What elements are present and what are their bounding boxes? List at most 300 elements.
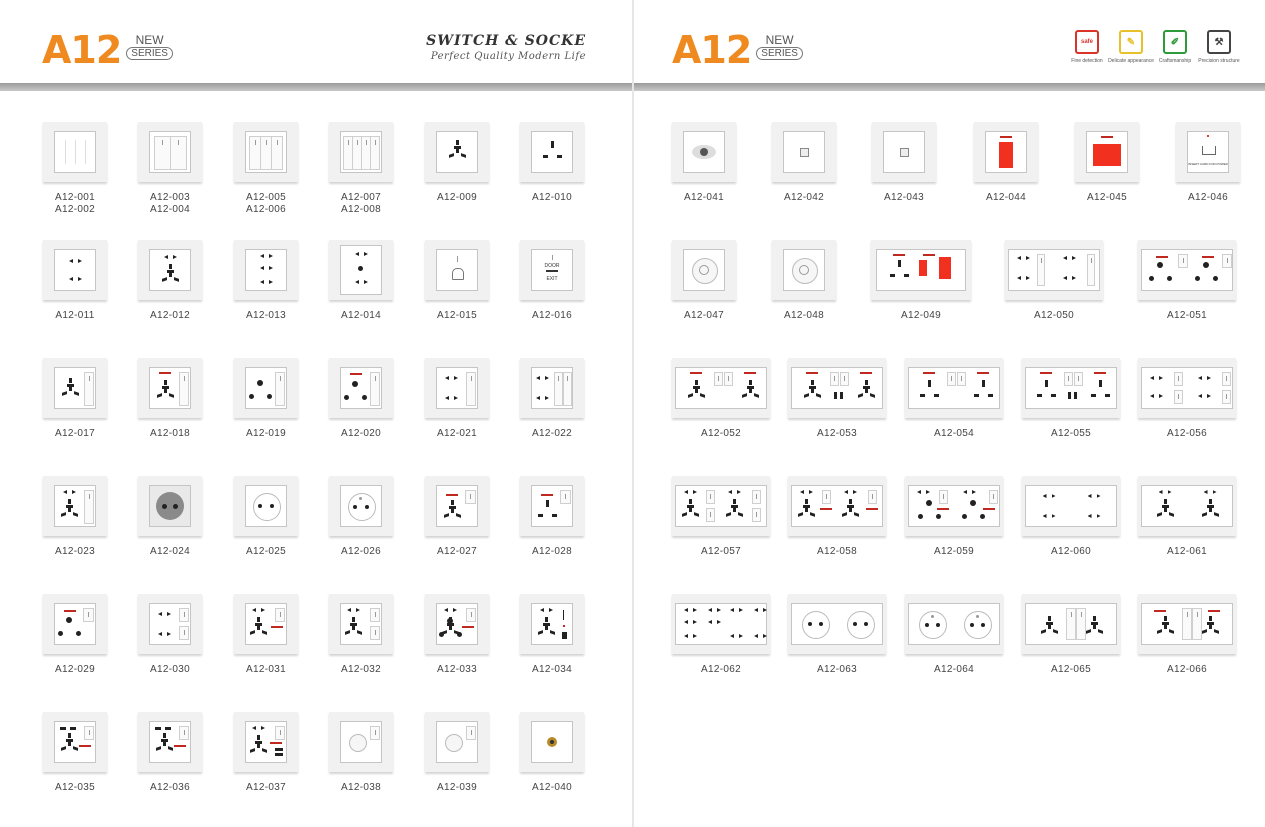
socket-hole	[358, 266, 363, 271]
indicator-led	[1207, 135, 1209, 137]
product-tile	[234, 594, 298, 654]
product-code	[684, 192, 724, 204]
switch-mark	[184, 630, 185, 635]
rocker-switch	[179, 726, 189, 740]
wall-plate	[908, 367, 1000, 409]
product-item	[905, 358, 1003, 440]
product-code-line: A12-049	[901, 310, 941, 321]
product-code-line: A12-052	[701, 428, 741, 439]
switch-mark	[162, 140, 163, 145]
wall-plate	[54, 249, 96, 291]
product-item	[425, 712, 489, 794]
socket-pin	[1037, 394, 1042, 397]
socket-pin	[1198, 376, 1202, 380]
product-tile	[672, 358, 770, 418]
socket-pin	[169, 393, 174, 398]
rocker-switch	[1174, 390, 1183, 404]
socket-pin	[1017, 276, 1021, 280]
switch-mark	[718, 376, 719, 381]
wall-plate	[54, 131, 96, 173]
socket-pin	[347, 608, 351, 612]
product-code-line: A12-020	[341, 428, 381, 439]
switch-mark	[1227, 258, 1228, 263]
product-item	[329, 476, 393, 558]
product-code	[341, 428, 381, 440]
socket-hole	[1203, 262, 1209, 268]
left-brand	[42, 28, 173, 72]
socket-pin	[269, 254, 273, 258]
product-item	[1022, 594, 1120, 676]
brand-sub	[126, 34, 173, 60]
product-code	[150, 192, 190, 216]
socket-pin	[449, 153, 454, 158]
earth-pin	[359, 497, 362, 500]
socket-pin	[1052, 514, 1056, 518]
indicator-led	[690, 372, 702, 374]
socket-pin	[920, 394, 925, 397]
product-code-line: A12-033	[437, 664, 477, 675]
socket-hole	[819, 622, 823, 626]
switch-mark	[375, 612, 376, 617]
product-tile	[329, 240, 393, 300]
product-code-line: A12-055	[1051, 428, 1091, 439]
socket-hole	[926, 500, 932, 506]
socket-pin	[811, 389, 814, 393]
product-item	[788, 358, 886, 440]
card-slot-icon	[1202, 146, 1216, 155]
product-item	[234, 594, 298, 676]
product-code-line: A12-061	[1167, 546, 1207, 557]
card-label: INSERT CARD FOR POWER	[1188, 162, 1228, 166]
socket-pin	[261, 726, 265, 730]
wall-plate	[1086, 131, 1128, 173]
rocker-switch	[1087, 254, 1095, 286]
product-tile	[43, 594, 107, 654]
switch-mark	[348, 140, 349, 145]
socket-pin	[742, 393, 747, 398]
product-code-line: A12-035	[55, 782, 95, 793]
product-code-line: A12-062	[701, 664, 741, 675]
rocker-switch	[1037, 254, 1045, 286]
indicator-led	[79, 745, 91, 747]
socket-pin	[1209, 508, 1212, 512]
socket-pin	[545, 376, 549, 380]
wall-plate	[340, 485, 382, 527]
product-item	[520, 240, 584, 322]
socket-pin	[798, 512, 803, 517]
wall-plate	[340, 245, 382, 295]
switch-mark	[1178, 394, 1179, 399]
product-tile	[788, 476, 886, 536]
wall-plate	[436, 721, 478, 763]
socket-hole	[270, 504, 274, 508]
socket-pin	[763, 608, 767, 612]
socket-pin	[963, 490, 967, 494]
socket-hole	[918, 514, 923, 519]
socket-pin	[456, 140, 459, 145]
schuko-recess	[253, 493, 281, 521]
socket-pin	[163, 733, 166, 738]
rocker-switch	[957, 372, 966, 386]
socket-pin	[1051, 394, 1056, 397]
product-code	[1167, 428, 1207, 440]
product-item	[1022, 476, 1120, 558]
product-code-line: A12-010	[532, 192, 572, 203]
product-code	[55, 782, 95, 794]
product-item	[788, 476, 886, 558]
socket-pin	[1209, 499, 1212, 504]
product-tile	[1176, 122, 1240, 182]
product-item	[672, 594, 770, 676]
socket-pin	[1164, 508, 1167, 512]
switch-mark	[255, 140, 256, 145]
product-item	[1138, 594, 1236, 676]
socket-pin	[546, 500, 549, 507]
rocker-switch	[947, 372, 956, 386]
product-code	[246, 664, 286, 676]
socket-pin	[552, 514, 557, 517]
product-code	[532, 428, 572, 440]
red-switch	[1093, 144, 1121, 166]
socket-pin	[168, 746, 173, 751]
brand-new: NEW	[765, 33, 794, 47]
socket-pin	[1214, 512, 1219, 517]
indicator-led	[977, 372, 989, 374]
socket-pin	[540, 608, 544, 612]
rocker-switch	[1174, 372, 1183, 386]
rocker-switch	[1182, 608, 1192, 640]
socket-pin	[730, 608, 734, 612]
wall-plate	[531, 485, 573, 527]
rocker-switch	[752, 508, 761, 522]
product-tile	[1022, 358, 1120, 418]
product-code	[150, 428, 190, 440]
product-code-line: A12-004	[150, 204, 190, 215]
socket-pin	[364, 252, 368, 256]
rocker-switch	[1222, 390, 1231, 404]
socket-hole	[808, 622, 812, 626]
socket-pin	[260, 254, 264, 258]
indicator-led	[563, 625, 565, 627]
socket-pin	[355, 280, 359, 284]
product-code-line: A12-008	[341, 204, 381, 215]
earth-pin	[976, 615, 979, 618]
usb-port	[70, 727, 76, 730]
switch-mark	[951, 376, 952, 381]
socket-pin	[1097, 494, 1101, 498]
schuko-recess	[847, 611, 875, 639]
socket-hole	[352, 381, 358, 387]
feature-label: Precision structure	[1198, 58, 1240, 64]
indicator-led	[174, 745, 186, 747]
rocker-switch	[466, 372, 476, 406]
socket-pin	[805, 499, 808, 504]
switch-mark	[1071, 612, 1072, 617]
socket-hole	[267, 394, 272, 399]
product-item	[329, 594, 393, 676]
product-item	[425, 594, 489, 676]
socket-pin	[800, 490, 804, 494]
product-tile	[329, 122, 393, 182]
product-code	[55, 546, 95, 558]
socket-hole	[981, 623, 985, 627]
socket-pin	[849, 508, 852, 512]
product-item	[520, 122, 584, 204]
wall-plate	[245, 721, 287, 763]
product-code-line: A12-031	[246, 664, 286, 675]
product-code	[1034, 310, 1074, 322]
socket-pin	[536, 376, 540, 380]
socket-pin	[1043, 514, 1047, 518]
switch-mark	[184, 376, 185, 381]
switch-mark	[471, 376, 472, 381]
product-code	[150, 310, 190, 322]
product-item	[772, 240, 836, 322]
socket-pin	[257, 617, 260, 622]
rocker-switch	[868, 490, 877, 504]
wall-plate	[436, 603, 478, 645]
socket-pin	[1099, 380, 1102, 387]
product-code-line: A12-016	[532, 310, 572, 321]
socket-pin	[811, 380, 814, 385]
product-item	[425, 476, 489, 558]
product-code	[55, 192, 95, 216]
socket-pin	[695, 380, 698, 385]
product-code	[341, 192, 381, 216]
product-tile	[871, 240, 971, 300]
socket-pin	[357, 630, 362, 635]
rocker-switch	[84, 490, 94, 524]
product-tile	[329, 476, 393, 536]
product-code-line: A12-015	[437, 310, 477, 321]
indicator-led	[937, 508, 949, 510]
wall-plate	[340, 131, 382, 173]
socket-pin	[557, 155, 562, 158]
socket-hole	[936, 514, 941, 519]
switch-mark	[277, 140, 278, 145]
safe-shield-icon: safe	[1075, 30, 1099, 54]
socket-pin	[1214, 629, 1219, 634]
product-item	[974, 122, 1038, 204]
socket-pin	[890, 274, 895, 277]
wall-plate	[783, 249, 825, 291]
socket-pin	[1041, 629, 1046, 634]
usb-port	[155, 727, 161, 730]
product-tile	[672, 476, 770, 536]
socket-pin	[928, 380, 931, 387]
slogan-subtitle: Perfect Quality Modern Life	[430, 51, 586, 62]
product-code-line: A12-041	[684, 192, 724, 203]
socket-pin	[269, 266, 273, 270]
rocker-switch	[83, 608, 94, 622]
socket-pin	[1105, 394, 1110, 397]
socket-pin	[1169, 512, 1174, 517]
wall-plate	[791, 367, 883, 409]
switch-mark	[1183, 258, 1184, 263]
product-code-line: A12-040	[532, 782, 572, 793]
product-tile	[520, 476, 584, 536]
socket-pin	[1048, 625, 1051, 629]
switch-mark	[756, 512, 757, 517]
rocker-switch	[370, 136, 380, 170]
socket-hole	[257, 380, 263, 386]
socket-hole	[864, 622, 868, 626]
switch-mark	[558, 376, 559, 381]
product-code-line: A12-032	[341, 664, 381, 675]
product-code-line: A12-022	[532, 428, 572, 439]
key-icon	[546, 270, 558, 272]
wall-plate	[340, 721, 382, 763]
product-code	[1167, 310, 1207, 322]
product-code-line: A12-058	[817, 546, 857, 557]
socket-pin	[543, 155, 548, 158]
product-code	[934, 428, 974, 440]
product-code-line: A12-048	[784, 310, 824, 321]
wall-plate	[683, 131, 725, 173]
socket-hole	[258, 504, 262, 508]
product-code-line: A12-036	[150, 782, 190, 793]
socket-pin	[451, 509, 454, 513]
socket-pin	[545, 617, 548, 622]
wall-plate	[245, 603, 287, 645]
product-item	[43, 594, 107, 676]
socket-pin	[1017, 256, 1021, 260]
wall-plate	[54, 603, 96, 645]
product-item	[234, 712, 298, 794]
product-item	[1138, 358, 1236, 440]
product-tile	[905, 594, 1003, 654]
product-code-line: A12-053	[817, 428, 857, 439]
rocker-switch	[1178, 254, 1188, 268]
product-tile	[43, 712, 107, 772]
socket-pin	[695, 389, 698, 393]
socket-pin	[1098, 629, 1103, 634]
slogan	[426, 33, 586, 62]
socket-pin	[551, 141, 554, 148]
product-code-line: A12-054	[934, 428, 974, 439]
product-code-line: A12-059	[934, 546, 974, 557]
product-code	[341, 782, 381, 794]
socket-pin	[693, 608, 697, 612]
socket-pin	[445, 376, 449, 380]
rocker-switch	[560, 490, 571, 504]
socket-pin	[738, 512, 743, 517]
socket-pin	[1207, 394, 1211, 398]
switch-mark	[756, 494, 757, 499]
product-code-line: A12-043	[884, 192, 924, 203]
feature-label: Fine detection	[1071, 58, 1103, 64]
feature-item	[1065, 30, 1109, 64]
socket-pin	[73, 746, 78, 751]
rocker-switch	[714, 372, 723, 386]
socket-pin	[545, 626, 548, 630]
product-code-line: A12-029	[55, 664, 95, 675]
socket-pin	[1091, 394, 1096, 397]
wall-plate	[531, 367, 573, 409]
socket-pin	[78, 277, 82, 281]
product-code	[784, 192, 824, 204]
switch-mark	[826, 494, 827, 499]
socket-pin	[904, 274, 909, 277]
wall-plate	[340, 367, 382, 409]
socket-pin	[1157, 512, 1162, 517]
socket-pin	[693, 634, 697, 638]
product-tile	[1005, 240, 1103, 300]
rocker-switch	[554, 372, 563, 406]
socket-pin	[1043, 494, 1047, 498]
socket-pin	[1150, 376, 1154, 380]
product-item	[1138, 476, 1236, 558]
socket-pin	[61, 746, 66, 751]
switch-mark	[89, 376, 90, 381]
socket-pin	[982, 380, 985, 387]
socket-hole	[925, 623, 929, 627]
socket-pin	[684, 608, 688, 612]
socket-pin	[73, 512, 78, 517]
product-item	[329, 358, 393, 440]
socket-hole	[447, 618, 453, 624]
socket-pin	[538, 514, 543, 517]
socket-pin	[854, 512, 859, 517]
usb-port	[840, 392, 843, 399]
product-code	[934, 664, 974, 676]
rocker-switch	[84, 372, 94, 406]
indicator-led	[270, 742, 282, 744]
socket-pin	[1086, 629, 1091, 634]
wall-plate	[436, 367, 478, 409]
product-code	[817, 546, 857, 558]
rocker-switch	[724, 372, 733, 386]
hammer-icon: ⚒	[1207, 30, 1231, 54]
rocker-switch	[706, 508, 715, 522]
product-tile	[138, 358, 202, 418]
socket-pin	[252, 726, 256, 730]
rocker-switch	[370, 608, 380, 622]
product-item	[138, 712, 202, 794]
switch-mark	[710, 512, 711, 517]
rocker-switch	[1074, 372, 1083, 386]
product-code-line: A12-013	[246, 310, 286, 321]
product-item	[43, 358, 107, 440]
brand-sub	[756, 34, 803, 60]
socket-hole	[970, 623, 974, 627]
product-code	[437, 546, 477, 558]
socket-pin	[456, 513, 461, 518]
product-code-line: A12-063	[817, 664, 857, 675]
product-code-line: A12-039	[437, 782, 477, 793]
product-code	[986, 192, 1026, 204]
product-code-line: A12-019	[246, 428, 286, 439]
pen-icon: ✐	[1163, 30, 1187, 54]
switch-mark	[565, 494, 566, 499]
switch-mark	[457, 256, 458, 262]
socket-hole	[1213, 276, 1218, 281]
socket-pin	[69, 378, 72, 383]
product-tile	[672, 122, 736, 182]
socket-pin	[1045, 380, 1048, 387]
socket-pin	[250, 748, 255, 753]
indicator-led	[820, 508, 832, 510]
switch-mark	[961, 376, 962, 381]
product-item	[425, 240, 489, 322]
socket-pin	[749, 389, 752, 393]
product-code	[437, 428, 477, 440]
product-code-line: A12-014	[341, 310, 381, 321]
product-tile	[1138, 358, 1236, 418]
product-tile	[1138, 594, 1236, 654]
exit-label: EXIT	[546, 276, 558, 282]
socket-pin	[163, 742, 166, 746]
